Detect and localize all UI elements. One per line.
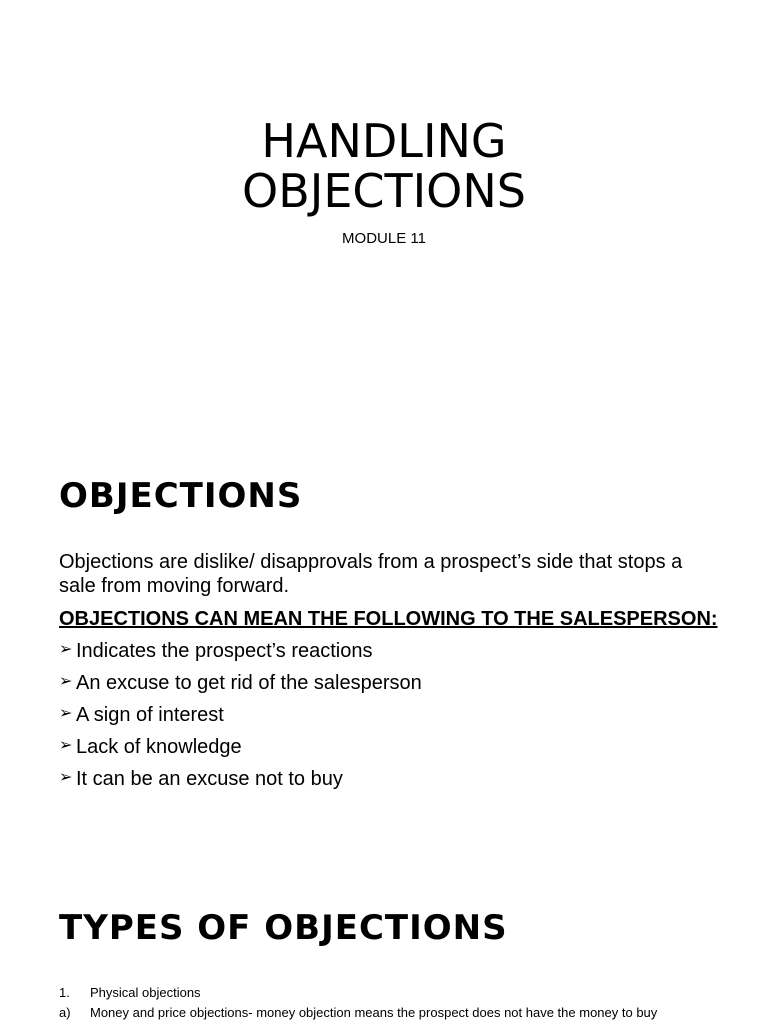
- list-item: [59, 734, 422, 766]
- arrowhead-bullet-icon: ➢: [59, 705, 73, 722]
- list-item: [59, 766, 422, 798]
- list-item: [59, 638, 422, 670]
- bullet-text: Indicates the prospect’s reactions: [76, 640, 373, 662]
- bullet-text: It can be an excuse not to buy: [76, 768, 343, 790]
- module-subtitle: MODULE 11: [342, 230, 426, 247]
- types-heading: TYPES OF OBJECTIONS: [59, 908, 508, 948]
- bullet-text: Lack of knowledge: [76, 736, 242, 758]
- list-item-text: Money and price objections- money objection means the prospect does not have the money to buy: [90, 1005, 658, 1020]
- types-list: [59, 983, 719, 1023]
- bullet-text: A sign of interest: [76, 704, 224, 726]
- objections-description: Objections are dislike/ disapprovals from a prospect’s side that stops a sale from moving forward.: [59, 551, 683, 597]
- main-title-line-1: HANDLING: [261, 114, 507, 168]
- objections-subheading: OBJECTIONS CAN MEAN THE FOLLOWING TO THE SALESPERSON:: [59, 608, 718, 630]
- list-item: [59, 670, 422, 702]
- bullet-text: An excuse to get rid of the salesperson: [76, 672, 422, 694]
- list-item: [59, 702, 422, 734]
- title-slide: [0, 0, 768, 300]
- list-marker: 1.: [59, 985, 70, 1000]
- objections-heading: OBJECTIONS: [59, 476, 303, 516]
- list-item: [59, 1003, 719, 1023]
- arrowhead-bullet-icon: ➢: [59, 673, 73, 690]
- list-item-text: Physical objections: [90, 985, 201, 1000]
- arrowhead-bullet-icon: ➢: [59, 769, 73, 786]
- main-title: [0, 116, 768, 216]
- arrowhead-bullet-icon: ➢: [59, 641, 73, 658]
- list-item: [59, 983, 719, 1003]
- list-marker: a): [59, 1005, 71, 1020]
- arrowhead-bullet-icon: ➢: [59, 737, 73, 754]
- objections-bullet-list: [59, 638, 422, 798]
- main-title-line-2: OBJECTIONS: [242, 164, 526, 218]
